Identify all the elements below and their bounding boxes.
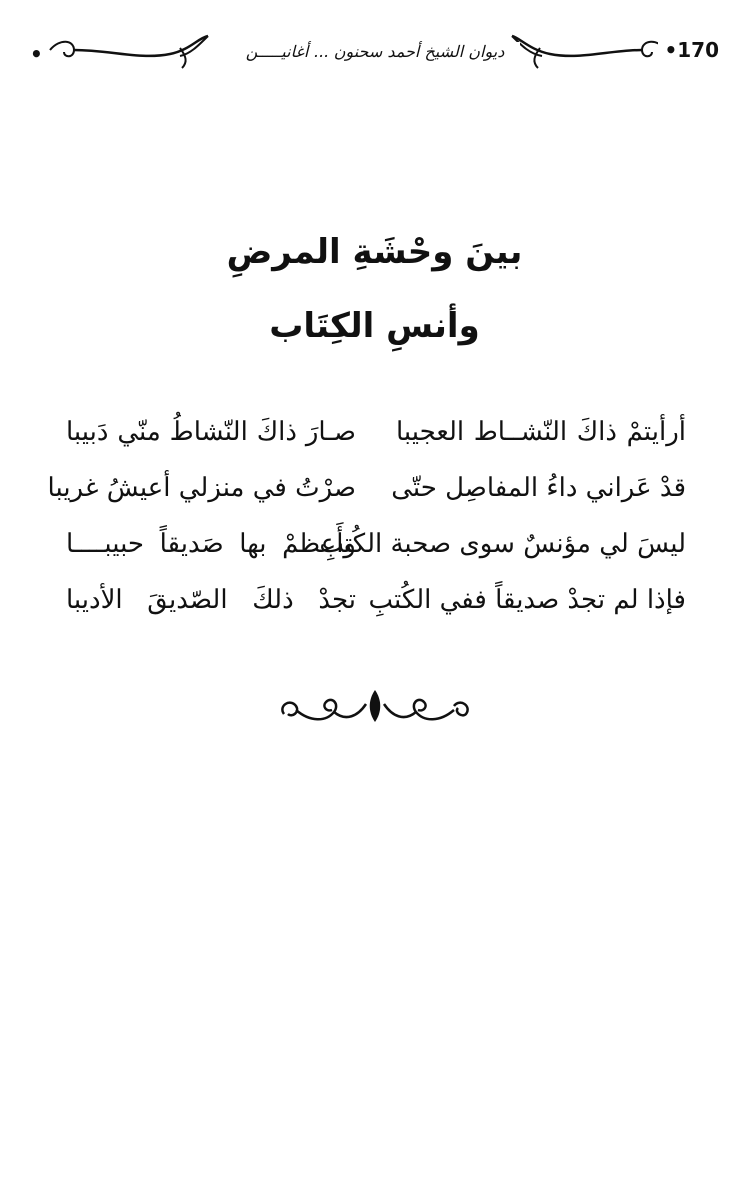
poem-title-line-2: وأنسِ الكِتَاب (269, 306, 480, 346)
verse-first-hemistich: فإذا لم تجدْ صديقاً ففي الكُتبِ (368, 585, 686, 615)
verse-line (66, 516, 686, 572)
page-number: •170 (658, 38, 719, 62)
page-header (30, 28, 719, 72)
poem-body (47, 404, 686, 628)
running-title: ديوان الشيخ أحمد سحنون ... أغانيـــــن (230, 42, 520, 61)
closing-flourish-icon (270, 686, 480, 736)
verse-second-hemistich: صـارَ ذاكَ النّشاطُ منّي دَبيبا (66, 417, 356, 447)
verse-first-hemistich: قدْ عَراني داءُ المفاصِل حتّى (391, 473, 686, 503)
verse-line (66, 572, 686, 628)
header-end-dot: • (30, 42, 43, 66)
poem-title-line-1: بينَ وحْشَةِ المرضِ (226, 232, 523, 272)
verse-second-hemistich: وأَعظمْ بها صَديقاً حبيبــــا (66, 529, 356, 559)
verse-first-hemistich: أرأيتمْ ذاكَ النّشــاط العجيبا (396, 417, 686, 447)
verse-second-hemistich: صرْتُ في منزلي أعيشُ غريبا (47, 473, 356, 503)
verse-first-hemistich: ليسَ لي مؤنسٌ سوى صحبة الكُتبِ (319, 529, 686, 559)
verse-second-hemistich: تجدْ ذلكَ الصّديقَ الأديبا (66, 585, 356, 615)
verse-line (47, 460, 686, 516)
verse-line (66, 404, 686, 460)
